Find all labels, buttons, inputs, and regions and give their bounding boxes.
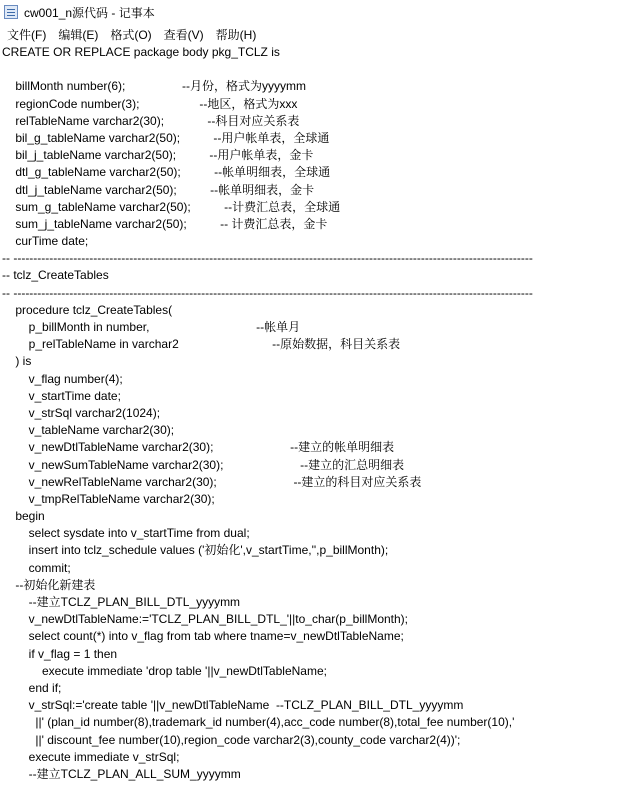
editor-line: v_newRelTableName varchar2(30); --建立的科目对应关系表: [2, 474, 422, 489]
editor-line: p_relTableName in varchar2 --原始数据，科目关系表: [2, 337, 401, 352]
editor-line: select sysdate into v_startTime from dual;: [2, 526, 250, 541]
editor-line: end if;: [2, 680, 62, 695]
editor-line: curTime date;: [2, 234, 89, 249]
editor-line: [0, 61, 640, 78]
editor-line: --初始化新建表: [2, 577, 96, 592]
editor-line: insert into tclz_schedule values ('初始化',v_startTime,'',p_billMonth);: [2, 543, 389, 558]
editor-line: --建立TCLZ_PLAN_ALL_SUM_yyyymm: [2, 766, 241, 781]
editor-line: begin: [2, 509, 45, 524]
editor-line: p_billMonth in number, --帐单月: [2, 320, 301, 334]
editor-line: -- ----------------------------------------------------------------------------------------------------------------------------------: [2, 251, 533, 266]
editor-line: sum_g_tableName varchar2(50); --计费汇总表，全球通: [2, 199, 341, 214]
editor-line: sum_j_tableName varchar2(50); -- 计费汇总表，金卡: [2, 216, 328, 231]
editor-line: ||' discount_fee number(10),region_code varchar2(3),county_code varchar2(4))';: [2, 732, 461, 747]
editor-line: bil_j_tableName varchar2(50); --用户帐单表，金卡: [2, 148, 314, 163]
editor-line: regionCode number(3); --地区，格式为xxx: [2, 96, 298, 111]
editor-line: commit;: [2, 560, 71, 575]
editor-line: v_tableName varchar2(30);: [2, 423, 175, 438]
editor-line: v_newSumTableName varchar2(30); --建立的汇总明细表: [2, 457, 405, 472]
menu-edit[interactable]: 编辑(E): [58, 27, 99, 42]
menu-help[interactable]: 帮助(H): [215, 27, 257, 42]
editor-line: CREATE OR REPLACE package body pkg_TCLZ is: [2, 45, 280, 59]
editor-line: v_tmpRelTableName varchar2(30);: [2, 491, 215, 506]
editor-line: procedure tclz_CreateTables(: [2, 302, 173, 317]
menu-file[interactable]: 文件(F): [7, 27, 47, 42]
editor-line: execute immediate 'drop table '||v_newDtlTableName;: [2, 663, 327, 678]
menu-view[interactable]: 查看(V): [163, 27, 204, 42]
editor-line: if v_flag = 1 then: [2, 646, 118, 661]
window-title: cw001_n源代码 - 记事本: [24, 5, 155, 20]
editor-line: dtl_j_tableName varchar2(50); --帐单明细表，金卡: [2, 182, 315, 197]
editor-line: ) is: [2, 354, 32, 369]
editor-line: billMonth number(6); --月份，格式为yyyymm: [2, 79, 307, 94]
editor-line: bil_g_tableName varchar2(50); --用户帐单表，全球通: [2, 130, 330, 145]
menu-bar: [0, 24, 640, 44]
editor-line: v_strSql:='create table '||v_newDtlTableName --TCLZ_PLAN_BILL_DTL_yyyymm: [2, 698, 464, 713]
editor-line: v_newDtlTableName:='TCLZ_PLAN_BILL_DTL_'||to_char(p_billMonth);: [2, 612, 409, 627]
editor-line: ||' (plan_id number(8),trademark_id number(4),acc_code number(8),total_fee number(10),': [2, 715, 515, 730]
editor-line: dtl_g_tableName varchar2(50); --帐单明细表，全球通: [2, 165, 331, 180]
editor-line: v_startTime date;: [2, 388, 121, 403]
editor-line: relTableName varchar2(30); --科目对应关系表: [2, 113, 300, 128]
editor-line: -- tclz_CreateTables: [2, 268, 109, 283]
editor-line: v_newDtlTableName varchar2(30); --建立的帐单明细表: [2, 440, 395, 455]
editor-line: execute immediate v_strSql;: [2, 749, 180, 764]
menu-format[interactable]: 格式(O): [110, 27, 152, 42]
editor-line: v_strSql varchar2(1024);: [2, 405, 161, 420]
title-bar: [0, 0, 640, 24]
notepad-icon: [4, 5, 18, 19]
editor-line: -- ----------------------------------------------------------------------------------------------------------------------------------: [2, 285, 533, 300]
text-editor[interactable]: [0, 44, 640, 787]
editor-line: v_flag number(4);: [2, 371, 123, 386]
editor-line: --建立TCLZ_PLAN_BILL_DTL_yyyymm: [2, 595, 241, 609]
editor-line: select count(*) into v_flag from tab where tname=v_newDtlTableName;: [2, 629, 404, 644]
